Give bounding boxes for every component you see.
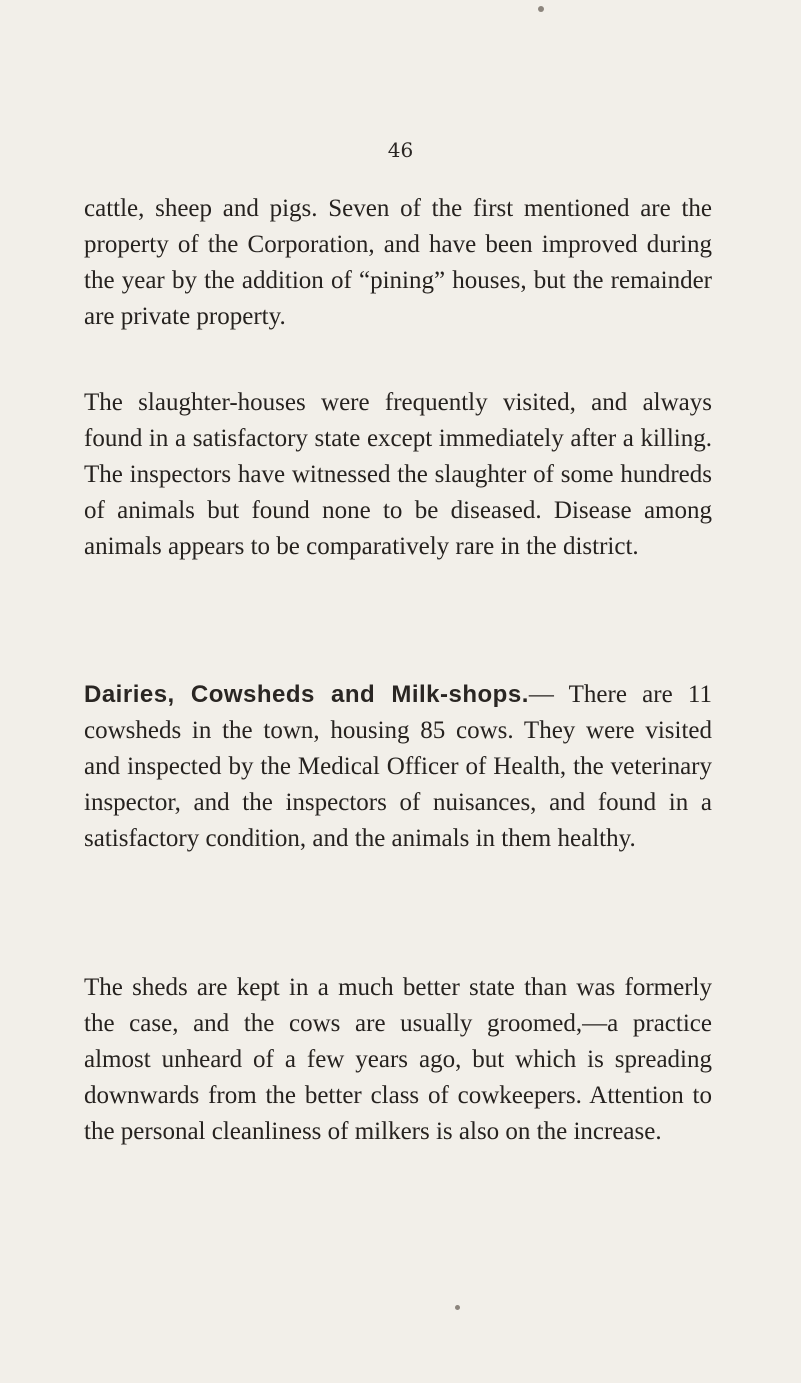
paper-speck [455,1305,460,1310]
paragraph-slaughterhouses-ownership: cattle, sheep and pigs. Seven of the first mentioned are the property of the Corporation, and have been improved during the year by the addition of “pining” houses, but the remainder are private property. [84,195,712,330]
paragraph-dairies [84,677,712,857]
section-heading-dairies: Dairies, Cowsheds and Milk-shops. [84,681,529,708]
page-number: 46 [387,138,414,162]
paragraph-slaughterhouses-inspection: The slaughter-houses were frequently visited, and always found in a satisfactory state except immediately after a killing. The inspectors have witnessed the slaughter of some hundreds of animals but found none to be diseased. Disease among animals appears to be comparatively rare in the district. [84,389,712,560]
paragraph-dairies-body: — There are 11 cowsheds in the town, housing 85 cows. They were visited and inspected by the Medical Officer of Health, the veterinary inspector, and the inspectors of nuisances, and found in a satisfactory condition, and the animals in them healthy. [84,681,712,852]
paper-speck [538,6,544,12]
paragraph-sheds-condition: The sheds are kept in a much better state than was formerly the case, and the cows are usually groomed,—a practice almost unheard of a few years ago, but which is spreading downwards from the better class of cowkeepers. Attention to the personal cleanliness of milkers is also on the increase. [84,974,712,1145]
